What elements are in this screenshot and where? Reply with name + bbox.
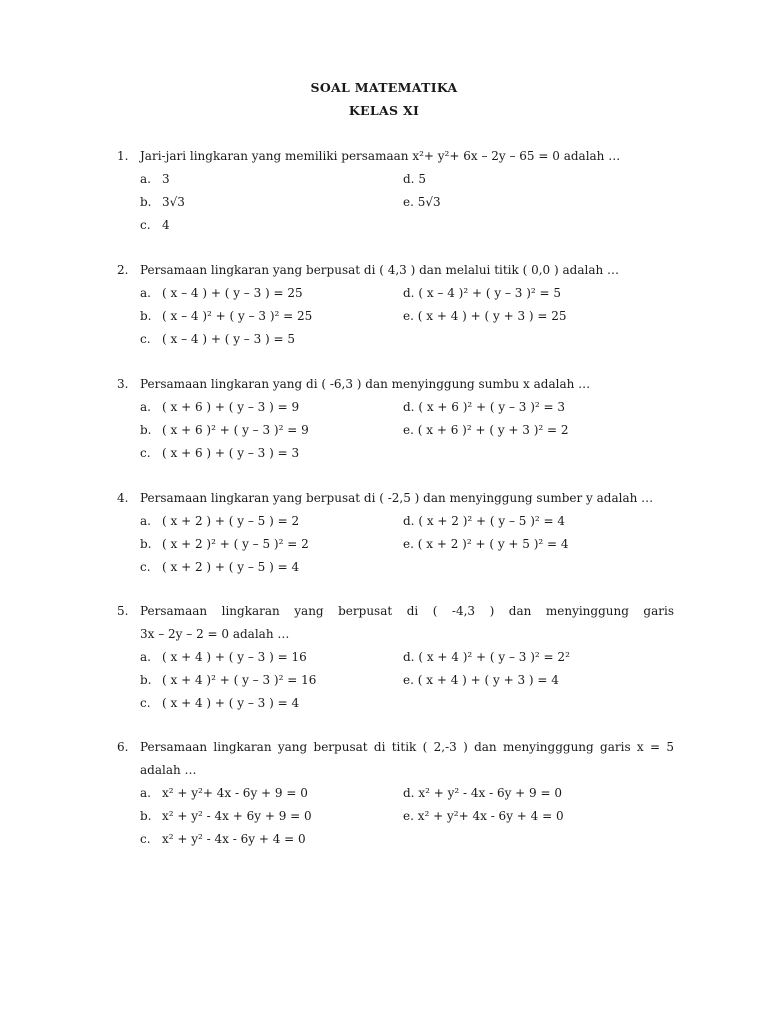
option-b: ( x + 6 )² + ( y – 3 )² = 9 (162, 423, 309, 437)
option-b: ( x – 4 )² + ( y – 3 )² = 25 (162, 309, 313, 323)
option-b-label: b. (140, 673, 152, 687)
option-c: ( x + 4 ) + ( y – 3 ) = 4 (162, 696, 300, 710)
option-d: d. ( x – 4 )² + ( y – 3 )² = 5 (403, 286, 562, 300)
question-number: 1. (117, 149, 129, 163)
question-number: 3. (117, 377, 129, 391)
option-e: e. ( x + 6 )² + ( y + 3 )² = 2 (403, 423, 569, 437)
question-text-line-1: Persamaan lingkaran yang berpusat di ( -4,3 ) dan menyinggung garis (140, 604, 674, 618)
option-d: d. x² + y² - 4x - 6y + 9 = 0 (403, 786, 562, 800)
option-a: ( x – 4 ) + ( y – 3 ) = 25 (162, 286, 303, 300)
question-number: 5. (117, 604, 129, 618)
option-e: e. ( x + 4 ) + ( y + 3 ) = 25 (403, 309, 567, 323)
option-c-label: c. (140, 832, 151, 846)
question-number: 2. (117, 263, 129, 277)
question-number: 4. (117, 491, 129, 505)
option-a: x² + y²+ 4x - 6y + 9 = 0 (162, 786, 308, 800)
question-number: 6. (117, 740, 129, 754)
option-b-label: b. (140, 309, 152, 323)
option-a-label: a. (140, 286, 151, 300)
option-a: 3 (162, 172, 170, 186)
option-e: e. x² + y²+ 4x - 6y + 4 = 0 (403, 809, 564, 823)
question-text: Jari-jari lingkaran yang memiliki persamaan x²+ y²+ 6x – 2y – 65 = 0 adalah … (140, 149, 621, 163)
option-e: e. ( x + 2 )² + ( y + 5 )² = 4 (403, 537, 569, 551)
option-a: ( x + 4 ) + ( y – 3 ) = 16 (162, 650, 307, 664)
option-b: ( x + 2 )² + ( y – 5 )² = 2 (162, 537, 309, 551)
option-c-label: c. (140, 560, 151, 574)
option-b: x² + y² - 4x + 6y + 9 = 0 (162, 809, 312, 823)
option-b-label: b. (140, 809, 152, 823)
option-c-label: c. (140, 446, 151, 460)
option-a-label: a. (140, 786, 151, 800)
option-d: d. ( x + 6 )² + ( y – 3 )² = 3 (403, 400, 566, 414)
option-d: d. 5 (403, 172, 426, 186)
option-a-label: a. (140, 400, 151, 414)
option-b-label: b. (140, 537, 152, 551)
option-b: 3√3 (162, 195, 185, 209)
question-text-line-2: 3x – 2y – 2 = 0 adalah … (140, 627, 290, 641)
option-c-label: c. (140, 332, 151, 346)
option-b-label: b. (140, 423, 152, 437)
option-e: e. 5√3 (403, 195, 441, 209)
question-text-line-2: adalah … (140, 763, 197, 777)
option-c: ( x + 6 ) + ( y – 3 ) = 3 (162, 446, 300, 460)
option-a: ( x + 2 ) + ( y – 5 ) = 2 (162, 514, 300, 528)
question-text: Persamaan lingkaran yang berpusat di ( -2,5 ) dan menyinggung sumber y adalah … (140, 491, 654, 505)
option-b-label: b. (140, 195, 152, 209)
option-d: d. ( x + 4 )² + ( y – 3 )² = 2² (403, 650, 570, 664)
option-a-label: a. (140, 172, 151, 186)
document-subtitle: KELAS XI (348, 103, 420, 118)
question-text-line-1: Persamaan lingkaran yang berpusat di titik ( 2,-3 ) dan menyingggung garis x = 5 (140, 740, 674, 754)
option-c-label: c. (140, 218, 151, 232)
option-a-label: a. (140, 514, 151, 528)
option-c: ( x – 4 ) + ( y – 3 ) = 5 (162, 332, 296, 346)
option-c: x² + y² - 4x - 6y + 4 = 0 (162, 832, 306, 846)
option-d: d. ( x + 2 )² + ( y – 5 )² = 4 (403, 514, 566, 528)
option-e: e. ( x + 4 ) + ( y + 3 ) = 4 (403, 673, 559, 687)
option-a: ( x + 6 ) + ( y – 3 ) = 9 (162, 400, 300, 414)
question-text: Persamaan lingkaran yang berpusat di ( 4,3 ) dan melalui titik ( 0,0 ) adalah … (140, 263, 620, 277)
document-title: SOAL MATEMATIKA (310, 80, 458, 95)
option-c: 4 (162, 218, 170, 232)
question-text: Persamaan lingkaran yang di ( -6,3 ) dan menyinggung sumbu x adalah … (140, 377, 591, 391)
option-c-label: c. (140, 696, 151, 710)
option-c: ( x + 2 ) + ( y – 5 ) = 4 (162, 560, 300, 574)
option-b: ( x + 4 )² + ( y – 3 )² = 16 (162, 673, 317, 687)
option-a-label: a. (140, 650, 151, 664)
